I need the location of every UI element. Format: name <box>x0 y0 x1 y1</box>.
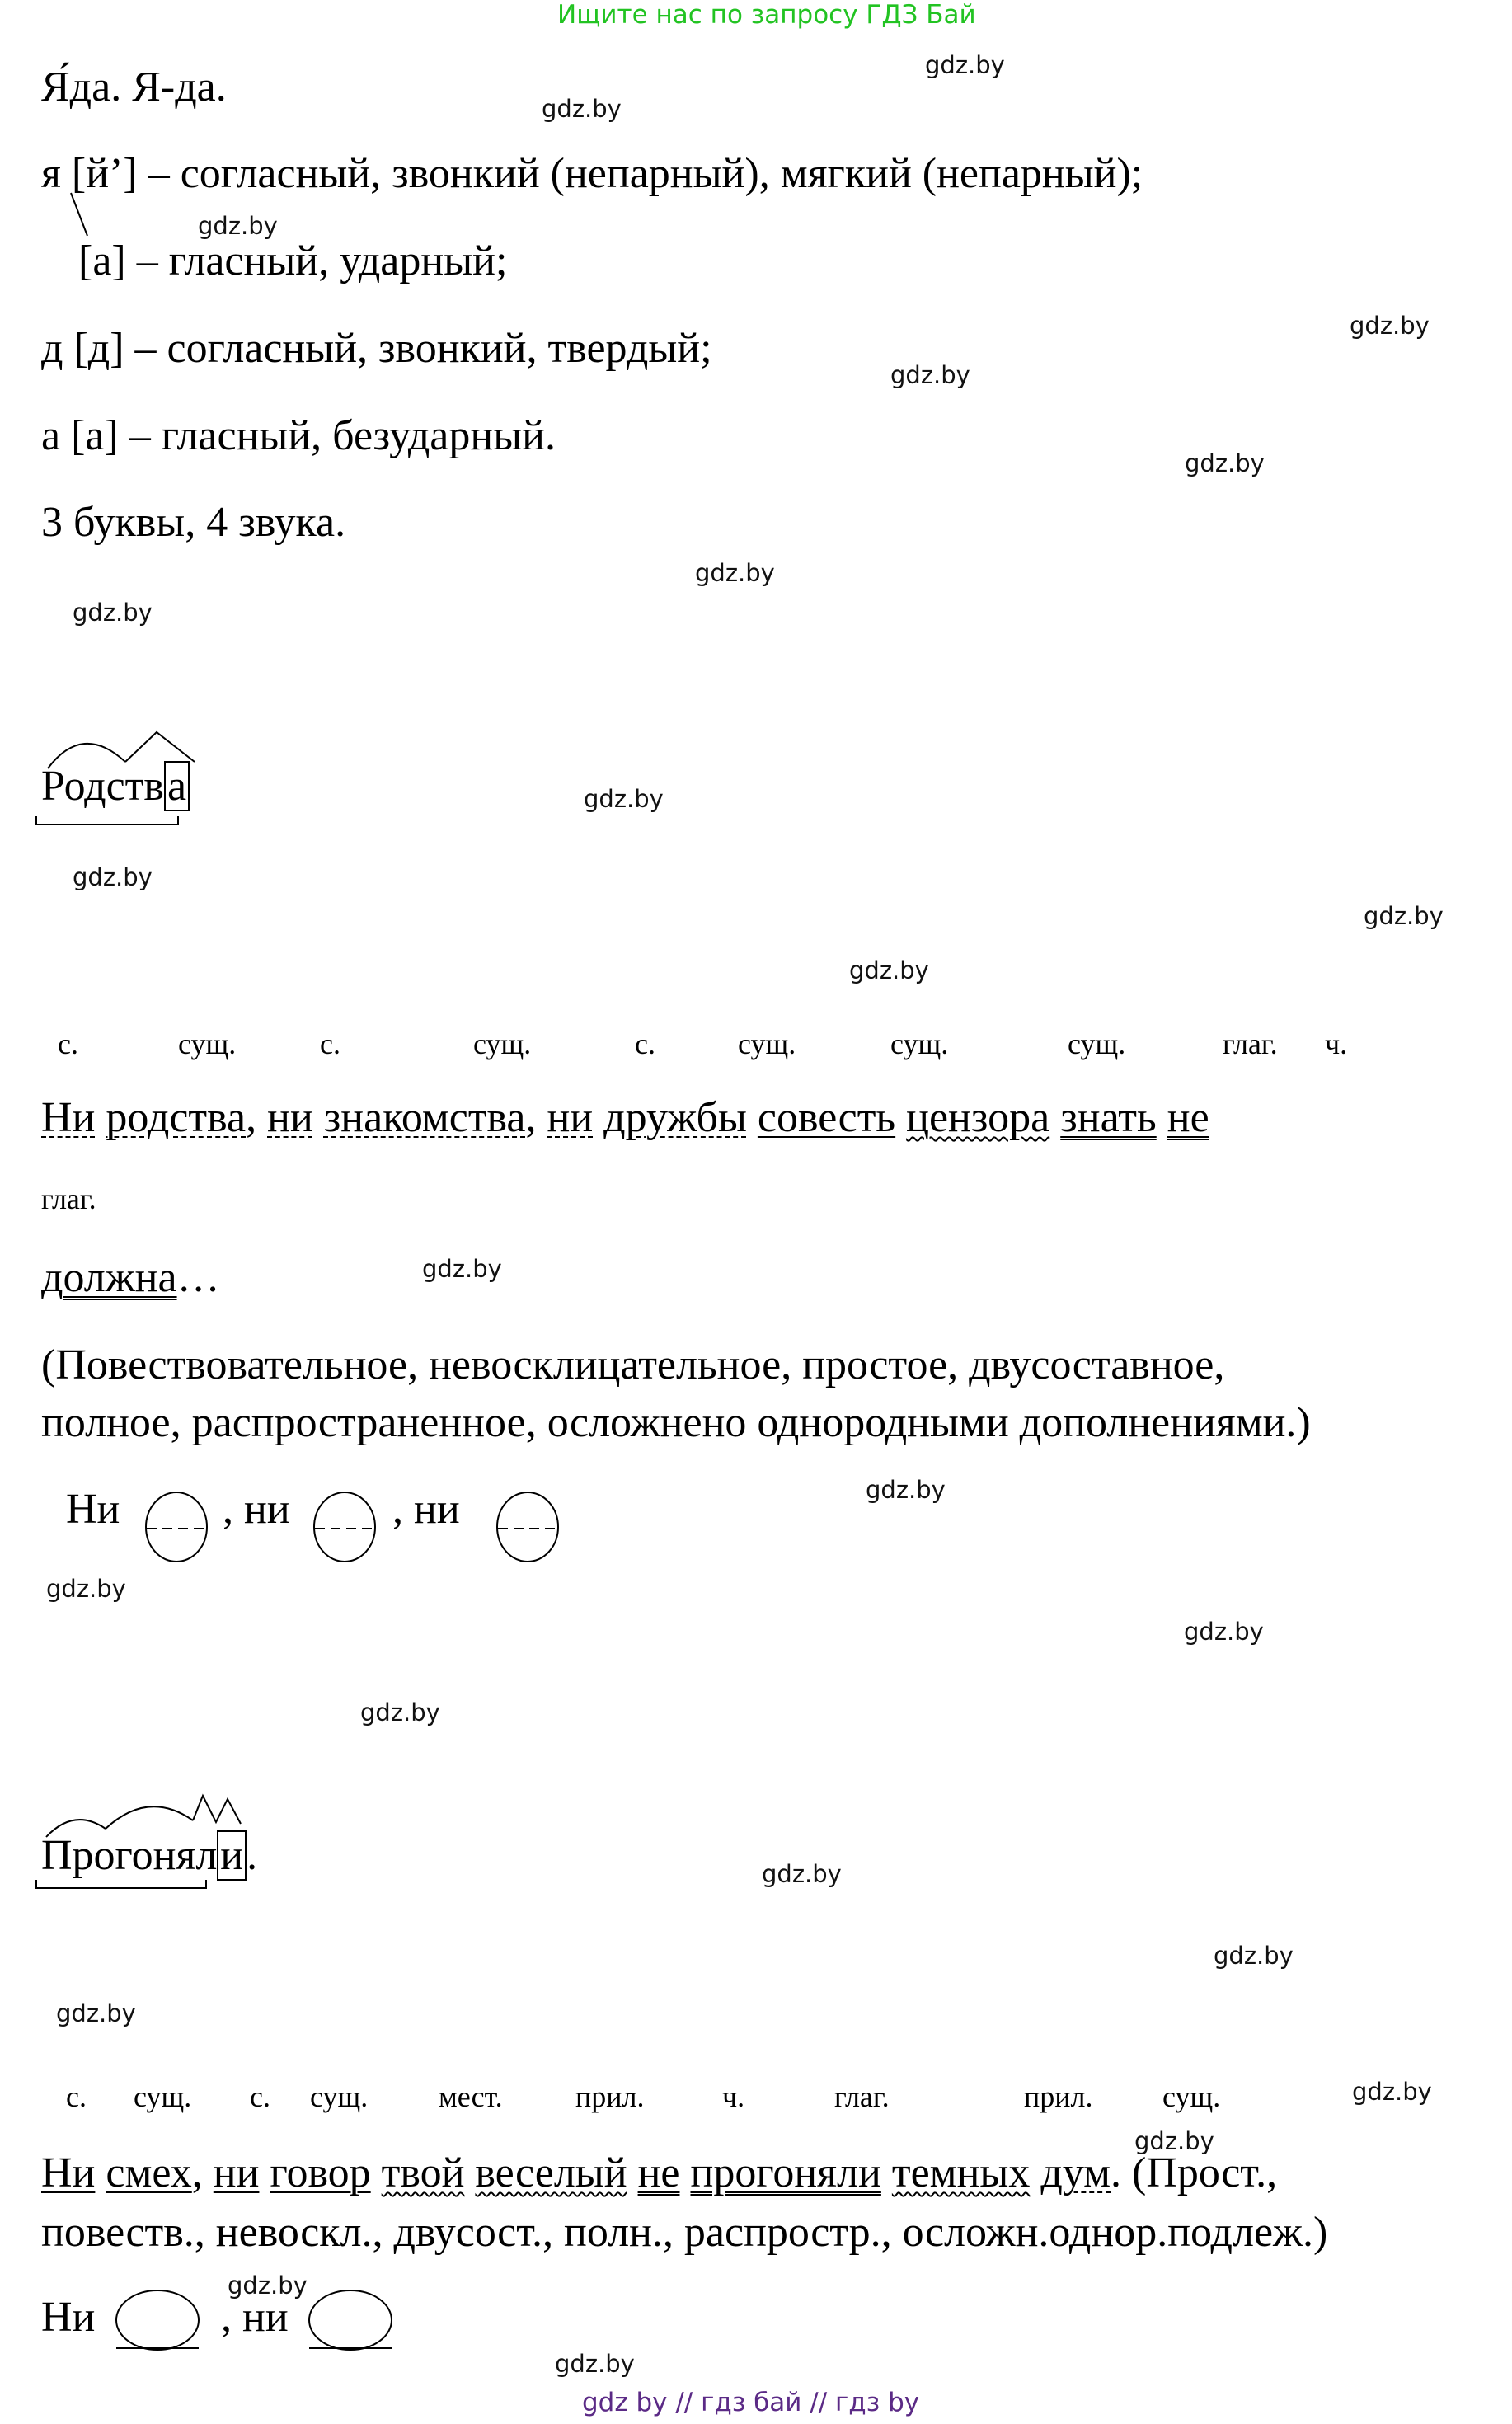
watermark: gdz.by <box>866 1476 946 1504</box>
scheme-word: , ни <box>392 1486 460 1533</box>
watermark: gdz.by <box>762 1860 842 1888</box>
sentence-1-line-2 <box>41 1254 220 1301</box>
pos-label: мест. <box>439 2080 503 2113</box>
word: Ни <box>41 1094 96 1141</box>
watermark: gdz.by <box>73 863 153 891</box>
pos-label: с. <box>635 1027 655 1060</box>
pos-label: сущ. <box>178 1027 237 1060</box>
watermark: gdz.by <box>695 559 775 587</box>
watermark: gdz.by <box>555 2350 635 2378</box>
ellipsis: … <box>176 1254 220 1301</box>
watermark: gdz.by <box>584 785 664 813</box>
watermark: gdz.by <box>849 956 929 984</box>
phonetic-line-4: а [а] – гласный, безударный. <box>41 412 556 459</box>
pos-label: с. <box>58 1027 78 1060</box>
pos-label: сущ. <box>134 2080 192 2113</box>
word: веселый <box>475 2149 627 2196</box>
morpheme-marks-2 <box>33 1791 313 1898</box>
subject: совесть <box>757 1094 896 1141</box>
branch-line <box>66 191 99 241</box>
pos-label: с. <box>250 2080 270 2113</box>
phonetic-title: Я́да. Я-да. <box>41 63 227 110</box>
subject: смех <box>106 2149 192 2196</box>
pos-label: глаг. <box>834 2080 890 2113</box>
predicate: не <box>637 2149 680 2196</box>
pos-label: прил. <box>575 2080 645 2113</box>
predicate: прогоняли <box>690 2149 881 2196</box>
punctuation: , <box>191 2149 203 2196</box>
watermark: gdz.by <box>422 1255 502 1283</box>
watermark: gdz.by <box>73 599 153 627</box>
pos-label: ч. <box>1325 1027 1348 1060</box>
watermark: gdz.by <box>1350 312 1430 340</box>
morpheme-marks-1 <box>33 726 231 833</box>
pos-label: сущ. <box>1068 1027 1126 1060</box>
watermark: gdz.by <box>56 1999 136 2027</box>
word-ending: и <box>217 1830 247 1881</box>
punctuation: . (Прост., <box>1111 2149 1278 2196</box>
footer-links[interactable]: gdz by // гдз бай // гдз by <box>582 2388 920 2417</box>
watermark: gdz.by <box>1184 1618 1264 1646</box>
pos-label: глаг. <box>1223 1027 1278 1060</box>
subject: ни <box>213 2149 260 2196</box>
punctuation: . <box>247 1832 258 1879</box>
predicate: не <box>1167 1094 1209 1141</box>
word: ни <box>547 1094 594 1141</box>
word: знакомства <box>323 1094 526 1141</box>
watermark: gdz.by <box>1352 2078 1432 2106</box>
subject: говор <box>270 2149 371 2196</box>
watermark: gdz.by <box>542 95 622 123</box>
word: дружбы <box>603 1094 747 1141</box>
watermark: gdz.by <box>360 1698 440 1726</box>
top-banner[interactable]: Ищите нас по запросу ГДЗ Бай <box>557 0 976 30</box>
scheme-1-circles <box>140 1484 569 1575</box>
watermark: gdz.by <box>46 1575 126 1603</box>
scheme-word: Ни <box>41 2294 96 2341</box>
watermark: gdz.by <box>1364 902 1444 930</box>
watermark: gdz.by <box>228 2271 308 2300</box>
watermark: gdz.by <box>198 212 278 240</box>
word-stem: Родств <box>41 763 164 810</box>
pos-label: сущ. <box>473 1027 532 1060</box>
predicate: знать <box>1060 1094 1157 1141</box>
predicate: должна <box>41 1254 177 1301</box>
word: дум <box>1040 2149 1111 2196</box>
pos-label: прил. <box>1024 2080 1093 2113</box>
pos-label: сущ. <box>1162 2080 1221 2113</box>
description-1-line-1: (Повествовательное, невосклицательное, простое, двусоставное, <box>41 1341 1225 1388</box>
punctuation: , <box>246 1094 257 1141</box>
word-ending: а <box>164 761 190 811</box>
word: твой <box>381 2149 465 2196</box>
pos-label: сущ. <box>890 1027 949 1060</box>
pos-label: с. <box>66 2080 87 2113</box>
pos-label: с. <box>320 1027 340 1060</box>
sentence-2-line-2: повеств., невоскл., двусост., полн., распростр., осложн.однор.подлеж.) <box>41 2209 1328 2256</box>
scheme-word: Ни <box>66 1486 120 1533</box>
watermark: gdz.by <box>925 51 1005 79</box>
pos-label: ч. <box>722 2080 745 2113</box>
watermark: gdz.by <box>1185 449 1265 477</box>
word: родства <box>106 1094 247 1141</box>
scheme-word: , ни <box>221 2294 289 2341</box>
description-1-line-2: полное, распространенное, осложнено однородными дополнениями.) <box>41 1399 1311 1446</box>
sentence-1-line-1 <box>41 1094 1209 1141</box>
subject: Ни <box>41 2149 96 2196</box>
watermark: gdz.by <box>1134 2127 1214 2155</box>
phonetic-summary: 3 буквы, 4 звука. <box>41 499 346 546</box>
punctuation: , <box>525 1094 537 1141</box>
sentence-2-line-1 <box>41 2149 1278 2196</box>
phonetic-line-1: я [й’] – согласный, звонкий (непарный), мягкий (непарный); <box>41 150 1143 197</box>
watermark: gdz.by <box>1214 1942 1294 1970</box>
phonetic-line-3: д [д] – согласный, звонкий, твердый; <box>41 325 712 372</box>
phonetic-line-2: [а] – гласный, ударный; <box>78 237 508 284</box>
word: темных <box>891 2149 1031 2196</box>
word-stem: Прогонял <box>41 1832 218 1879</box>
pos-label: глаг. <box>41 1182 96 1215</box>
pos-label: сущ. <box>310 2080 369 2113</box>
word: ни <box>267 1094 313 1141</box>
scheme-word: , ни <box>223 1486 290 1533</box>
word: цензора <box>906 1094 1050 1141</box>
watermark: gdz.by <box>890 361 970 389</box>
pos-label: сущ. <box>738 1027 796 1060</box>
